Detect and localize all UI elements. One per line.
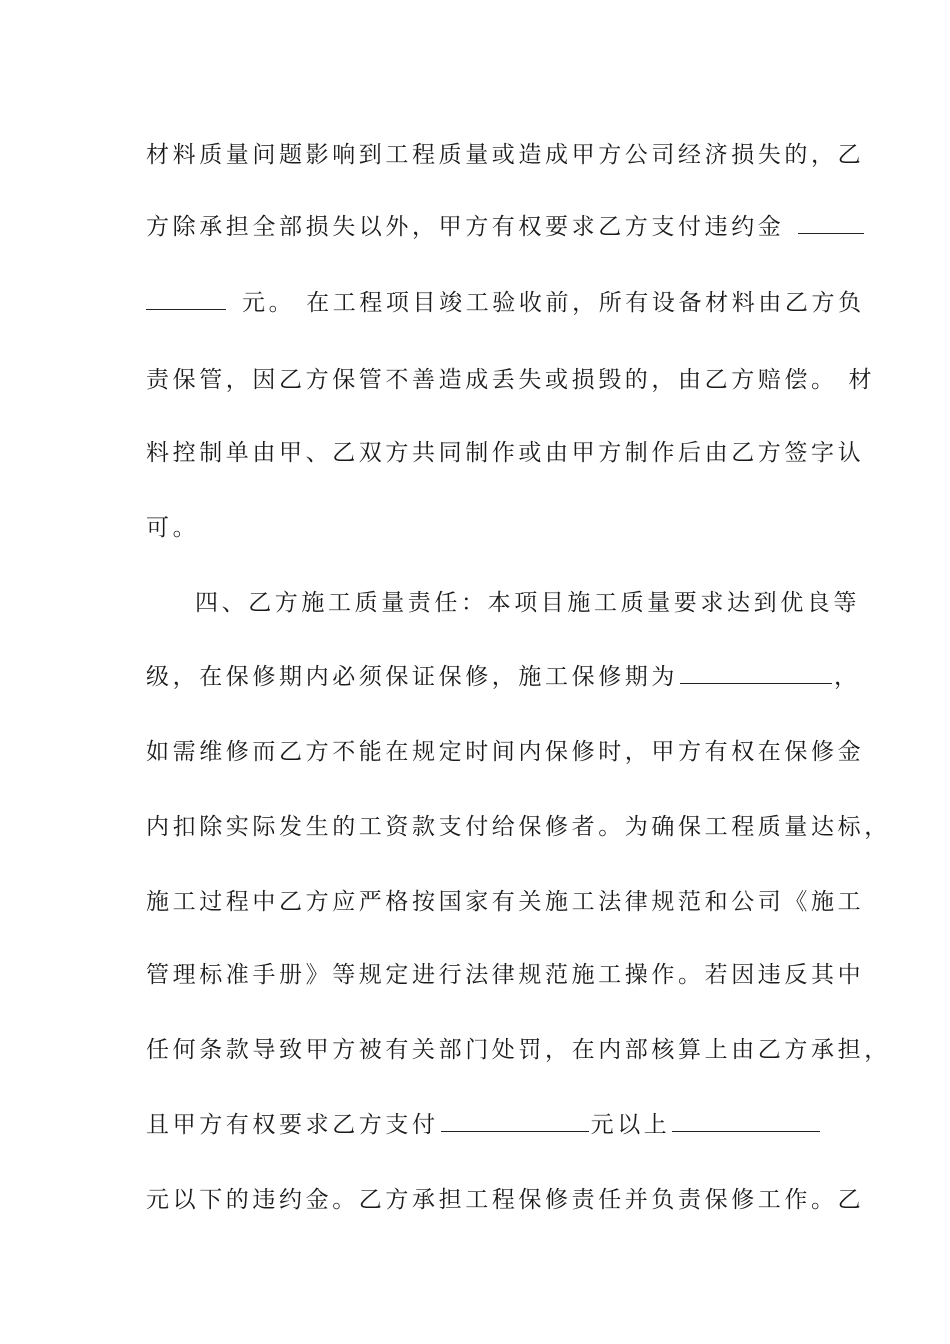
fill-in-blank-penalty-min: [441, 1105, 589, 1132]
text-line-1: [146, 135, 865, 175]
text-line-4: [146, 360, 876, 400]
text-segment: 元以上: [590, 1112, 671, 1138]
text-line-2: [146, 207, 816, 247]
text-segment: ，: [834, 664, 861, 690]
text-line-9: [146, 732, 865, 772]
text-line-15: [146, 1180, 865, 1220]
text-segment: 且甲方有权要求乙方支付: [146, 1112, 439, 1138]
fill-in-blank-warranty-period: [680, 657, 832, 684]
text-segment: 任何条款导致甲方被有关部门处罚，在内部核算上由乙方承担，: [146, 1037, 891, 1063]
text-segment: 方除承担全部损失以外，甲方有权要求乙方支付违约金: [146, 214, 785, 240]
text-line-7: [195, 583, 865, 623]
text-segment: 施工过程中乙方应严格按国家有关施工法律规范和公司《施工: [146, 889, 865, 915]
fill-in-blank-penalty-amount: [798, 207, 864, 234]
text-line-6: [146, 508, 816, 548]
text-segment: 元以下的违约金。乙方承担工程保修责任并负责保修工作。乙: [146, 1187, 865, 1213]
text-segment: 四、乙方施工质量责任：本项目施工质量要求达到优良等: [195, 590, 860, 616]
text-line-5: [146, 433, 865, 473]
text-line-11: [146, 882, 865, 922]
text-line-3: [146, 283, 865, 323]
text-line-12: [146, 955, 865, 995]
text-segment: 元。 在工程项目竣工验收前，所有设备材料由乙方负: [242, 290, 865, 316]
text-segment: 料控制单由甲、乙双方共同制作或由甲方制作后由乙方签字认: [146, 440, 865, 466]
fill-in-blank-penalty-max: [672, 1105, 820, 1132]
text-segment: 如需维修而乙方不能在规定时间内保修时，甲方有权在保修金: [146, 739, 865, 765]
text-segment: 材料质量问题影响到工程质量或造成甲方公司经济损失的，乙: [146, 142, 865, 168]
text-line-13: [146, 1030, 891, 1070]
text-line-14: [146, 1105, 816, 1145]
fill-in-blank-penalty-amount-cont: [146, 283, 226, 310]
text-segment: 管理标准手册》等规定进行法律规范施工操作。若因违反其中: [146, 962, 865, 988]
text-line-8: [146, 657, 861, 697]
text-segment: 内扣除实际发生的工资款支付给保修者。为确保工程质量达标，: [146, 814, 891, 840]
text-segment: 责保管，因乙方保管不善造成丢失或损毁的，由乙方赔偿。 材: [146, 367, 876, 393]
text-segment: 级，在保修期内必须保证保修，施工保修期为: [146, 664, 678, 690]
text-line-10: [146, 807, 891, 847]
text-segment: 可。: [146, 515, 200, 541]
